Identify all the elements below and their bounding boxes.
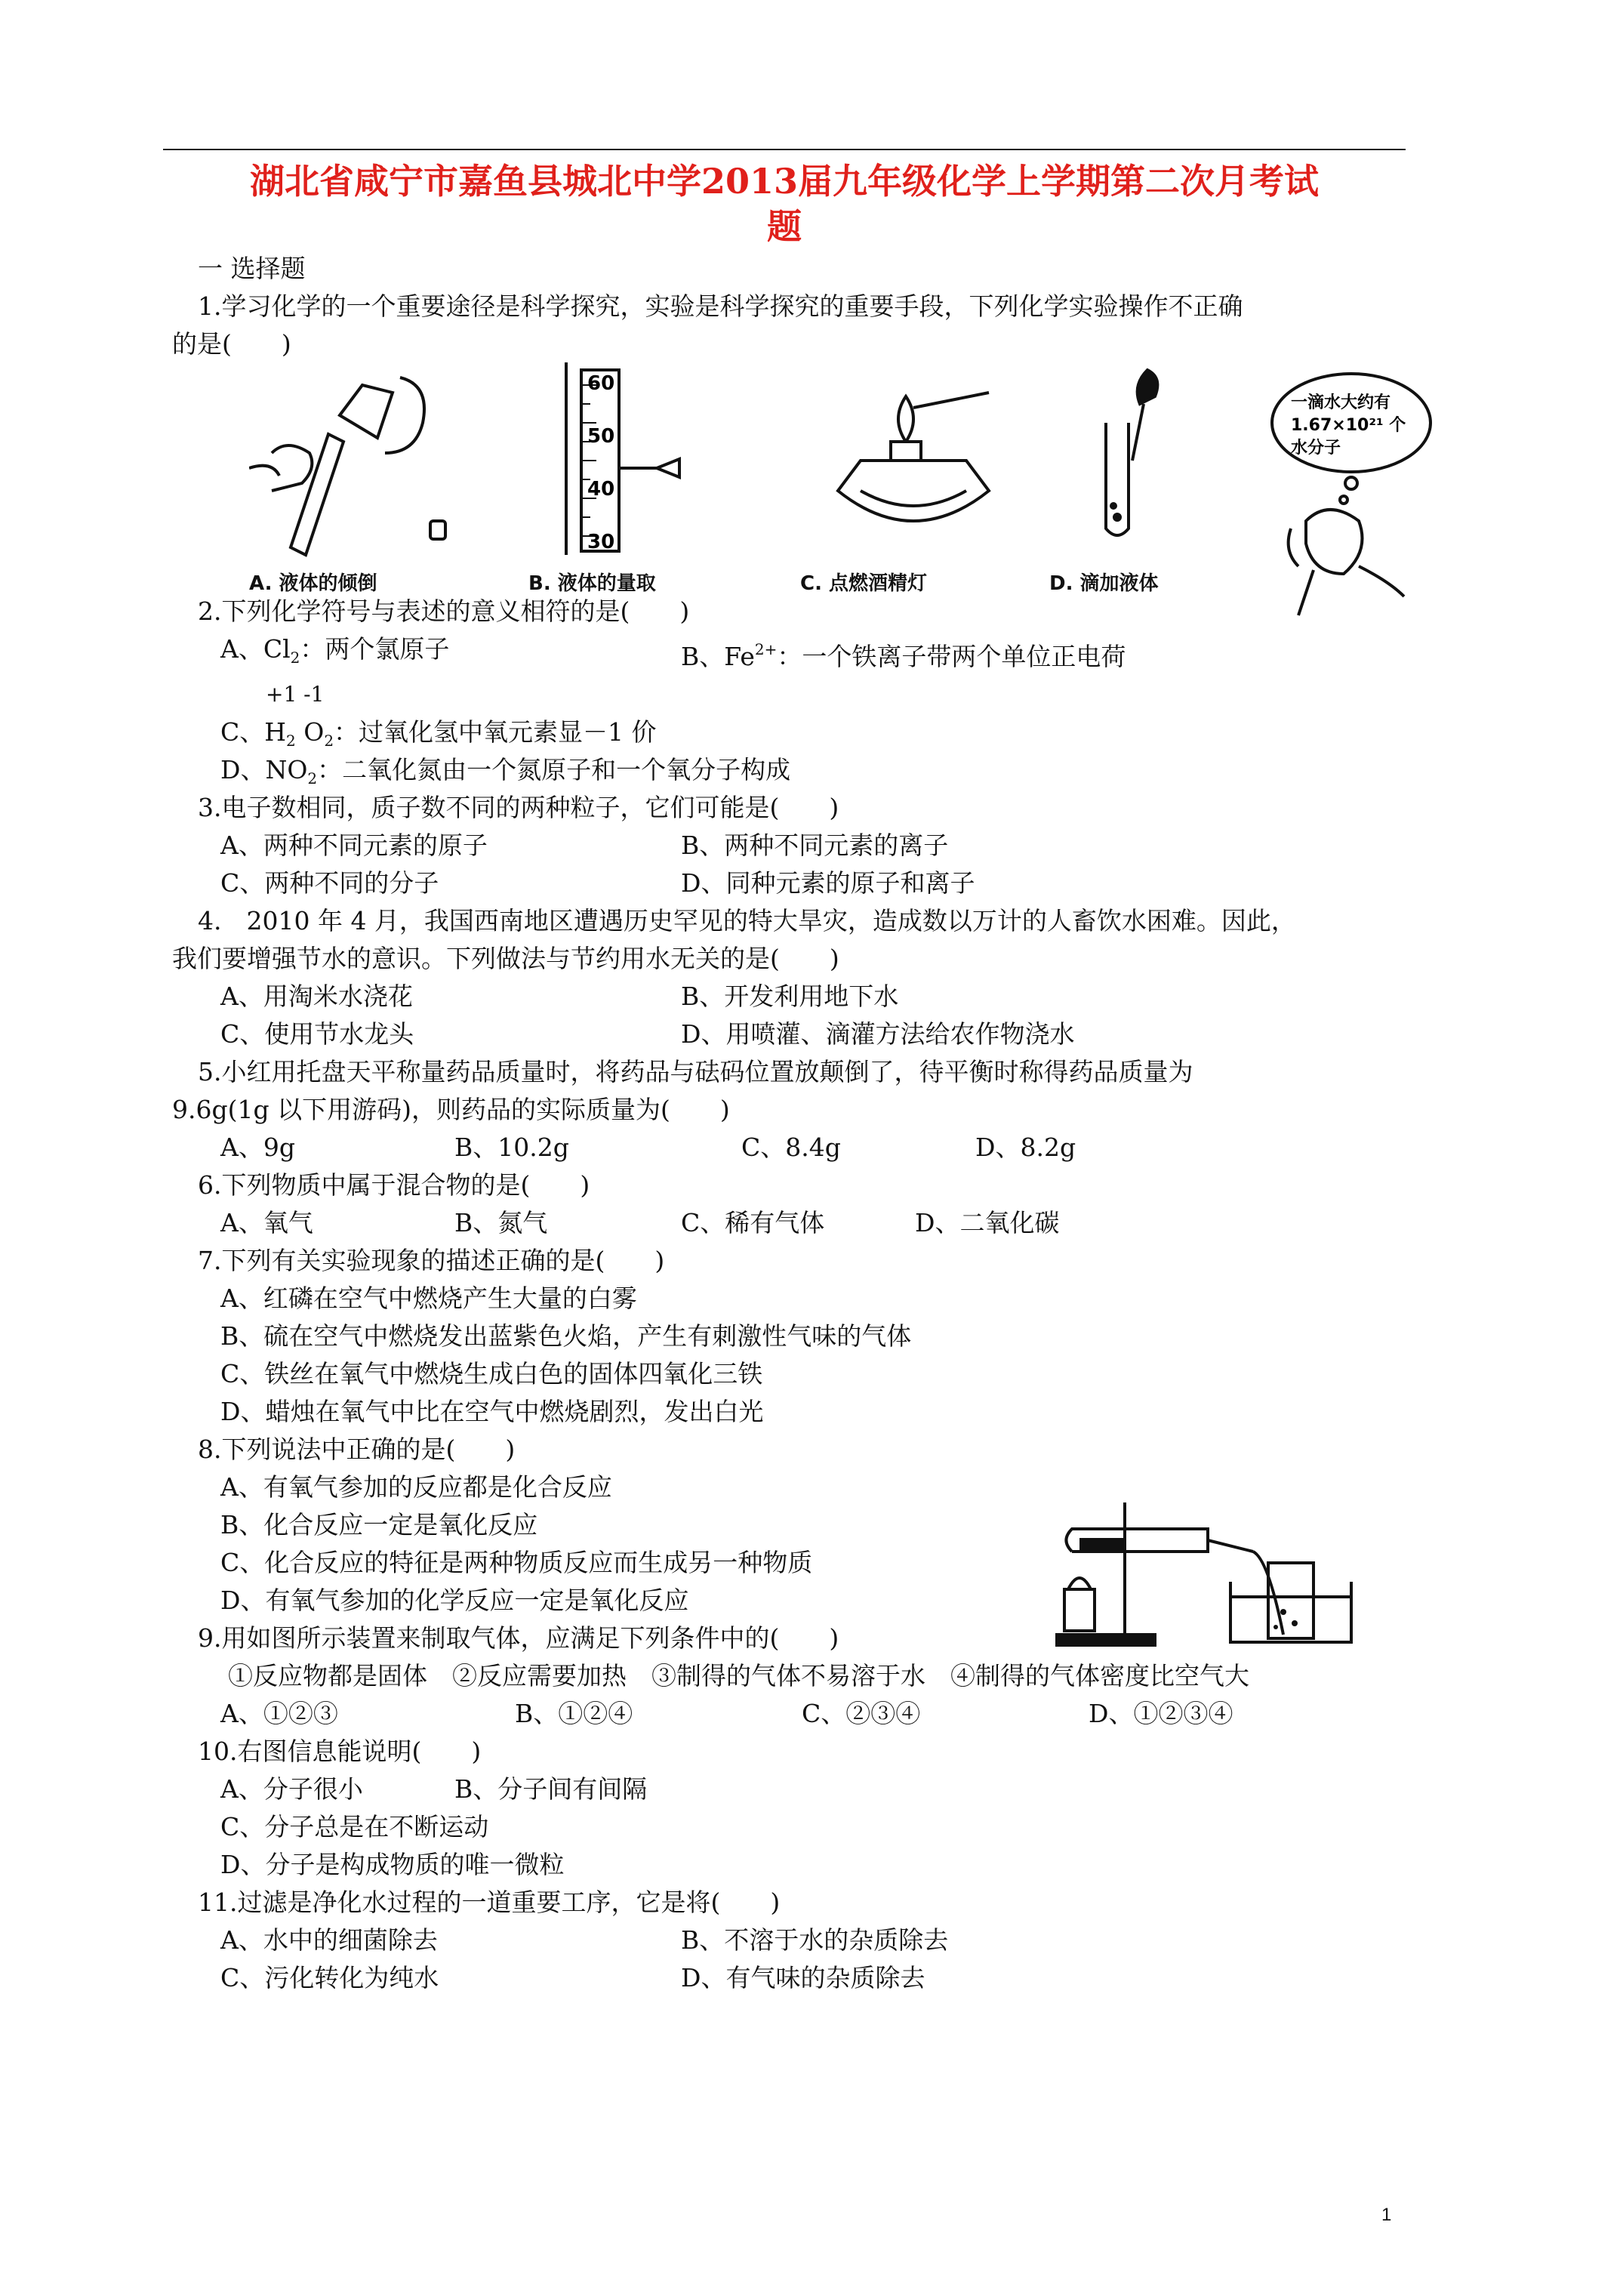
q10-option-c: C、分子总是在不断运动 <box>220 1812 489 1841</box>
q6-option-b: B、氮气 <box>454 1208 548 1237</box>
q11-option-b: B、不溶于水的杂质除去 <box>681 1925 949 1955</box>
q2-option-c: C、$H_2$ $O_2$：过氧化氢中氧元素显－1 价 <box>220 717 657 750</box>
q6-option-a: A、氧气 <box>220 1208 313 1237</box>
q9-stem: 9.用如图所示装置来制取气体，应满足下列条件中的( ) <box>198 1623 839 1653</box>
q2-option-d: D、$NO_2$：二氧化氮由一个氮原子和一个氧分子构成 <box>220 755 791 787</box>
q2-option-a: A、$Cl_2$：两个氯原子 <box>220 634 450 667</box>
q8-option-b: B、化合反应一定是氧化反应 <box>220 1510 538 1539</box>
caption-b: B. 液体的量取 <box>528 572 656 595</box>
bubble-line-1: 一滴水大约有 <box>1291 393 1391 412</box>
q5-option-a: A、9g <box>220 1133 295 1162</box>
q4-stem-line-1: 4. 2010 年 4 月，我国西南地区遭遇历史罕见的特大旱灾，造成数以万计的人畜饮水困难。因此， <box>198 906 1296 935</box>
q7-option-d: D、蜡烛在氧气中比在空气中燃烧剧烈，发出白光 <box>220 1397 764 1426</box>
q7-option-c: C、铁丝在氧气中燃烧生成白色的固体四氧化三铁 <box>220 1359 763 1388</box>
q4-option-d: D、用喷灌、滴灌方法给农作物浇水 <box>681 1019 1075 1049</box>
q5-option-b: B、10.2g <box>454 1133 569 1162</box>
q11-option-d: D、有气味的杂质除去 <box>681 1963 925 1992</box>
q5-option-d: D、8.2g <box>975 1133 1076 1162</box>
q10-stem: 10.右图信息能说明( ) <box>198 1737 482 1766</box>
q5-stem-line-1: 5.小红用托盘天平称量药品质量时，将药品与砝码位置放颠倒了，待平衡时称得药品质量为 <box>198 1057 1193 1086</box>
q7-stem: 7.下列有关实验现象的描述正确的是( ) <box>198 1246 665 1275</box>
q7-option-b: B、硫在空气中燃烧发出蓝紫色火焰，产生有刺激性气味的气体 <box>220 1321 912 1351</box>
measuring-cylinder-illustration <box>521 362 732 559</box>
q9-option-b: B、①②④ <box>515 1699 633 1728</box>
q3-stem: 3.电子数相同，质子数不同的两种粒子，它们可能是( ) <box>198 793 839 822</box>
q1-stem-line-2: 的是( ) <box>172 329 291 359</box>
q4-option-b: B、开发利用地下水 <box>681 982 899 1011</box>
exam-title-line-2: 题 <box>767 206 802 247</box>
tick-30: 30 <box>587 531 615 553</box>
q5-option-c: C、8.4g <box>741 1133 841 1162</box>
liquid-pouring-illustration <box>249 362 476 559</box>
caption-a: A. 液体的倾倒 <box>249 572 377 595</box>
q3-option-b: B、两种不同元素的离子 <box>681 831 949 860</box>
bubble-line-3: 水分子 <box>1291 439 1341 458</box>
gas-collection-apparatus-illustration <box>1049 1499 1359 1650</box>
dropper-illustration <box>1072 362 1208 544</box>
q4-option-c: C、使用节水龙头 <box>220 1019 414 1049</box>
q8-option-d: D、有氧气参加的化学反应一定是氧化反应 <box>220 1586 689 1615</box>
q6-option-d: D、二氧化碳 <box>915 1208 1060 1237</box>
q10-option-b: B、分子间有间隔 <box>454 1774 648 1804</box>
caption-c: C. 点燃酒精灯 <box>800 572 928 595</box>
q3-option-c: C、两种不同的分子 <box>220 868 439 898</box>
q1-stem-line-1: 1.学习化学的一个重要途径是科学探究，实验是科学探究的重要手段，下列化学实验操作不正确 <box>198 291 1243 321</box>
q3-option-d: D、同种元素的原子和离子 <box>681 868 975 898</box>
q6-stem: 6.下列物质中属于混合物的是( ) <box>198 1170 590 1200</box>
q9-conditions: ①反应物都是固体 ②反应需要加热 ③制得的气体不易溶于水 ④制得的气体密度比空气大 <box>228 1661 1249 1690</box>
section-heading: 一 选择题 <box>198 254 306 283</box>
q10-option-d: D、分子是构成物质的唯一微粒 <box>220 1850 565 1879</box>
q9-option-a: A、①②③ <box>220 1699 338 1728</box>
bubble-line-2: 1.67×10²¹ 个 <box>1291 416 1406 435</box>
q6-option-c: C、稀有气体 <box>681 1208 825 1237</box>
tick-40: 40 <box>587 478 615 501</box>
alcohol-lamp-illustration <box>815 378 1012 551</box>
q10-option-a: A、分子很小 <box>220 1774 363 1804</box>
q11-option-c: C、污化转化为纯水 <box>220 1963 439 1992</box>
q11-option-a: A、水中的细菌除去 <box>220 1925 438 1955</box>
q4-option-a: A、用淘米水浇花 <box>220 982 413 1011</box>
q9-option-c: C、②③④ <box>802 1699 921 1728</box>
girl-thought-bubble-illustration <box>1268 370 1434 619</box>
header-rule <box>163 149 1406 150</box>
caption-d: D. 滴加液体 <box>1049 572 1159 595</box>
q8-option-a: A、有氧气参加的反应都是化合反应 <box>220 1472 612 1502</box>
q2-valence-marks: +1 -1 <box>266 682 325 707</box>
q11-stem: 11.过滤是净化水过程的一道重要工序，它是将( ) <box>198 1888 781 1917</box>
q4-stem-line-2: 我们要增强节水的意识。下列做法与节约用水无关的是( ) <box>172 944 839 973</box>
q3-option-a: A、两种不同元素的原子 <box>220 831 488 860</box>
tick-60: 60 <box>587 372 615 395</box>
page-number: 1 <box>1381 2205 1392 2225</box>
tick-50: 50 <box>587 425 615 448</box>
q8-option-c: C、化合反应的特征是两种物质反应而生成另一种物质 <box>220 1548 813 1577</box>
q9-option-d: D、①②③④ <box>1089 1699 1233 1728</box>
q2-option-b: B、$Fe^{2+}$：一个铁离子带两个单位正电荷 <box>681 640 1126 671</box>
exam-title-line-1: 湖北省咸宁市嘉鱼县城北中学2013届九年级化学上学期第二次月考试 <box>249 161 1320 202</box>
q2-stem: 2.下列化学符号与表述的意义相符的是( ) <box>198 596 690 626</box>
q5-stem-line-2: 9.6g(1g 以下用游码)，则药品的实际质量为( ) <box>172 1095 730 1124</box>
q8-stem: 8.下列说法中正确的是( ) <box>198 1435 516 1464</box>
q7-option-a: A、红磷在空气中燃烧产生大量的白雾 <box>220 1284 637 1313</box>
